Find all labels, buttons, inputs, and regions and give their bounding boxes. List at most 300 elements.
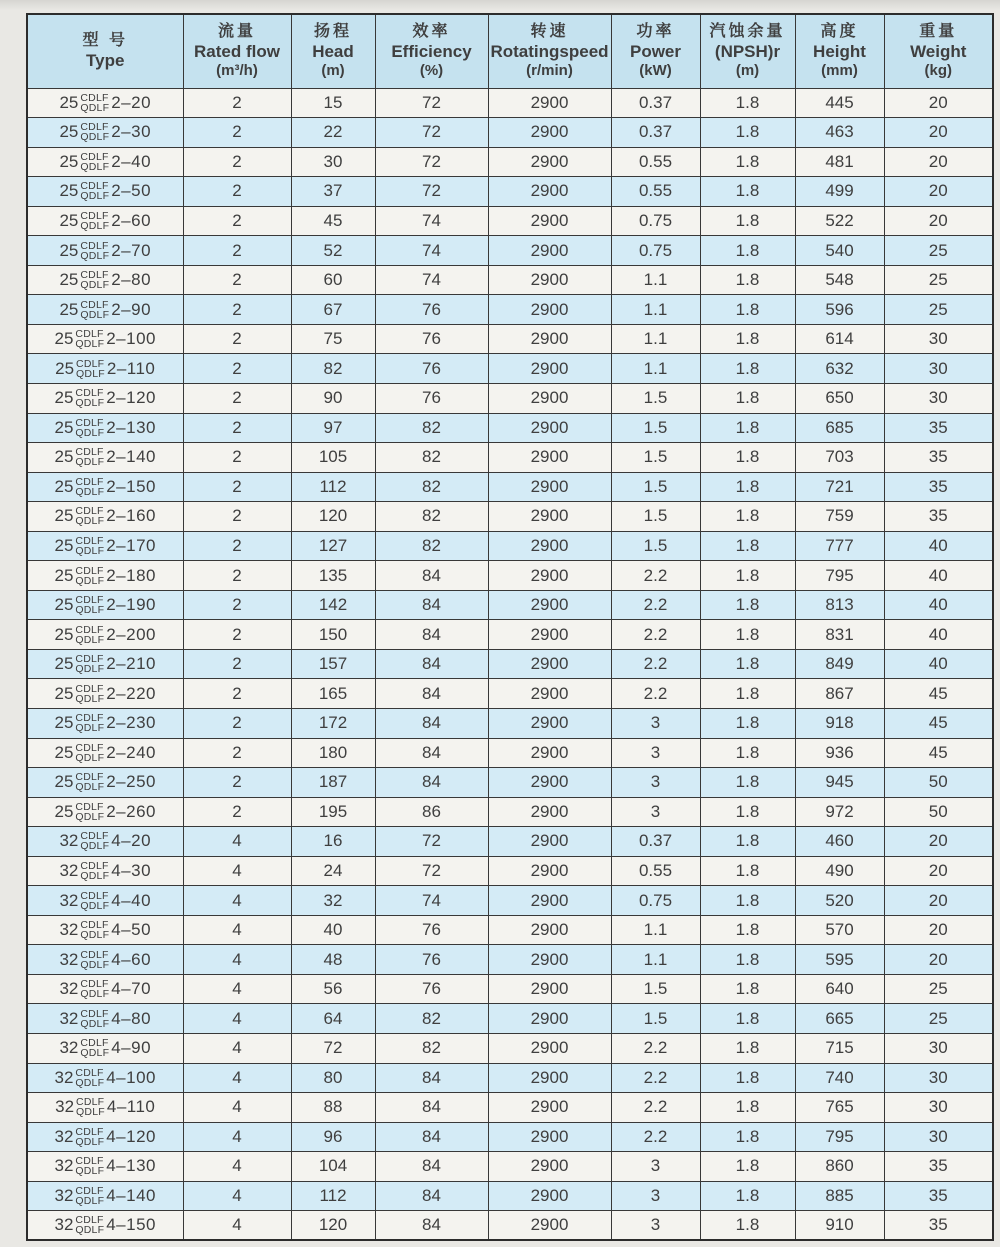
power-cell: 2.2 xyxy=(611,1122,700,1152)
column-header xyxy=(611,14,700,88)
pump-model: 2–150 xyxy=(106,476,156,496)
pump-brand-stack xyxy=(80,920,109,940)
height-cell: 740 xyxy=(795,1063,884,1093)
pump-type xyxy=(28,920,183,940)
npsh-cell: 1.8 xyxy=(700,915,795,945)
speed-cell: 2900 xyxy=(488,295,611,325)
pump-type-cell xyxy=(27,797,183,827)
pump-size: 25 xyxy=(59,151,79,171)
weight-cell: 35 xyxy=(884,472,993,502)
column-header-en: Head xyxy=(312,42,354,62)
head-cell: 112 xyxy=(291,472,375,502)
power-cell: 0.75 xyxy=(611,236,700,266)
rated-flow-cell: 2 xyxy=(183,177,291,207)
pump-type xyxy=(28,654,183,674)
speed-cell: 2900 xyxy=(488,265,611,295)
weight-cell: 25 xyxy=(884,236,993,266)
weight-cell: 25 xyxy=(884,1004,993,1034)
head-cell: 16 xyxy=(291,827,375,857)
rated-flow-cell: 2 xyxy=(183,679,291,709)
npsh-cell: 1.8 xyxy=(700,590,795,620)
pump-brand-stack xyxy=(75,388,104,408)
head-cell: 72 xyxy=(291,1034,375,1064)
table-row xyxy=(27,856,993,886)
pump-brand-stack xyxy=(75,1068,104,1088)
npsh-cell: 1.8 xyxy=(700,531,795,561)
pump-brand-qdlf: QDLF xyxy=(80,988,110,1001)
pump-brand-qdlf: QDLF xyxy=(75,722,105,735)
pump-size: 25 xyxy=(59,240,79,260)
speed-cell: 2900 xyxy=(488,708,611,738)
pump-size: 25 xyxy=(54,388,74,408)
rated-flow-cell: 4 xyxy=(183,886,291,916)
weight-cell: 30 xyxy=(884,354,993,384)
pump-brand-stack xyxy=(80,300,109,320)
rated-flow-cell: 2 xyxy=(183,797,291,827)
weight-cell: 25 xyxy=(884,295,993,325)
table-row xyxy=(27,177,993,207)
column-header-unit: (r/min) xyxy=(526,62,573,80)
pump-type xyxy=(28,1038,183,1058)
pump-brand-stack xyxy=(80,241,109,261)
power-cell: 3 xyxy=(611,1181,700,1211)
pump-brand-stack xyxy=(75,743,104,763)
head-cell: 112 xyxy=(291,1181,375,1211)
power-cell: 3 xyxy=(611,797,700,827)
pump-type-cell xyxy=(27,472,183,502)
power-cell: 2.2 xyxy=(611,1093,700,1123)
pump-model: 2–130 xyxy=(106,417,156,437)
pump-brand-qdlf: QDLF xyxy=(75,338,105,351)
table-row xyxy=(27,1181,993,1211)
column-header-en: Type xyxy=(86,51,125,71)
speed-cell: 2900 xyxy=(488,1122,611,1152)
column-header-unit: (m³/h) xyxy=(216,62,258,80)
pump-size: 25 xyxy=(54,595,74,615)
height-cell: 936 xyxy=(795,738,884,768)
speed-cell: 2900 xyxy=(488,236,611,266)
table-row xyxy=(27,443,993,473)
table-row xyxy=(27,649,993,679)
head-cell: 120 xyxy=(291,502,375,532)
weight-cell: 20 xyxy=(884,88,993,118)
head-cell: 40 xyxy=(291,915,375,945)
height-cell: 765 xyxy=(795,1093,884,1123)
head-cell: 30 xyxy=(291,147,375,177)
height-cell: 596 xyxy=(795,295,884,325)
pump-model: 2–190 xyxy=(106,595,156,615)
npsh-cell: 1.8 xyxy=(700,502,795,532)
speed-cell: 2900 xyxy=(488,974,611,1004)
pump-brand-qdlf: QDLF xyxy=(75,1135,105,1148)
power-cell: 0.55 xyxy=(611,147,700,177)
speed-cell: 2900 xyxy=(488,354,611,384)
pump-size: 25 xyxy=(59,299,79,319)
efficiency-cell: 84 xyxy=(375,1211,488,1241)
column-header-zh: 汽蚀余量 xyxy=(709,23,786,41)
speed-cell: 2900 xyxy=(488,206,611,236)
pump-size: 32 xyxy=(54,1067,74,1087)
height-cell: 463 xyxy=(795,118,884,148)
pump-brand-cdlf: CDLF xyxy=(75,534,104,547)
pump-size: 25 xyxy=(59,270,79,290)
power-cell: 2.2 xyxy=(611,561,700,591)
table-row xyxy=(27,236,993,266)
efficiency-cell: 72 xyxy=(375,88,488,118)
weight-cell: 30 xyxy=(884,324,993,354)
table-row xyxy=(27,886,993,916)
speed-cell: 2900 xyxy=(488,886,611,916)
pump-type xyxy=(28,979,183,999)
table-row xyxy=(27,679,993,709)
pump-brand-stack xyxy=(75,447,104,467)
efficiency-cell: 84 xyxy=(375,768,488,798)
npsh-cell: 1.8 xyxy=(700,118,795,148)
efficiency-cell: 84 xyxy=(375,1063,488,1093)
pump-brand-cdlf: CDLF xyxy=(80,91,109,104)
pump-type xyxy=(28,861,183,881)
power-cell: 3 xyxy=(611,1211,700,1241)
height-cell: 499 xyxy=(795,177,884,207)
pump-type-cell xyxy=(27,1181,183,1211)
weight-cell: 30 xyxy=(884,383,993,413)
pump-size: 25 xyxy=(59,181,79,201)
npsh-cell: 1.8 xyxy=(700,295,795,325)
speed-cell: 2900 xyxy=(488,679,611,709)
table-row xyxy=(27,620,993,650)
height-cell: 715 xyxy=(795,1034,884,1064)
pump-brand-qdlf: QDLF xyxy=(75,1224,105,1237)
pump-type-cell xyxy=(27,561,183,591)
head-cell: 22 xyxy=(291,118,375,148)
column-header-unit: (m) xyxy=(321,62,345,80)
pump-type xyxy=(28,506,183,526)
rated-flow-cell: 4 xyxy=(183,1093,291,1123)
pump-brand-qdlf: QDLF xyxy=(75,397,105,410)
pump-type-cell xyxy=(27,827,183,857)
pump-model: 4–120 xyxy=(106,1126,156,1146)
pump-type-cell xyxy=(27,738,183,768)
pump-brand-stack xyxy=(80,93,109,113)
npsh-cell: 1.8 xyxy=(700,177,795,207)
head-cell: 157 xyxy=(291,649,375,679)
weight-cell: 40 xyxy=(884,531,993,561)
pump-model: 4–110 xyxy=(106,1097,156,1117)
pump-type xyxy=(28,122,183,142)
efficiency-cell: 72 xyxy=(375,827,488,857)
weight-cell: 20 xyxy=(884,886,993,916)
pump-brand-stack xyxy=(80,891,109,911)
power-cell: 2.2 xyxy=(611,1034,700,1064)
column-header-en: Power xyxy=(629,42,682,62)
pump-brand-qdlf: QDLF xyxy=(75,1076,105,1089)
pump-model: 2–90 xyxy=(111,299,152,319)
head-cell: 75 xyxy=(291,324,375,354)
rated-flow-cell: 4 xyxy=(183,1063,291,1093)
weight-cell: 30 xyxy=(884,1093,993,1123)
pump-type xyxy=(28,950,183,970)
weight-cell: 40 xyxy=(884,561,993,591)
height-cell: 849 xyxy=(795,649,884,679)
npsh-cell: 1.8 xyxy=(700,206,795,236)
pump-type-cell xyxy=(27,236,183,266)
rated-flow-cell: 2 xyxy=(183,236,291,266)
pump-brand-qdlf: QDLF xyxy=(75,751,105,764)
table-row xyxy=(27,708,993,738)
head-cell: 60 xyxy=(291,265,375,295)
speed-cell: 2900 xyxy=(488,797,611,827)
pump-size: 25 xyxy=(54,772,74,792)
pump-brand-qdlf: QDLF xyxy=(75,692,105,705)
npsh-cell: 1.8 xyxy=(700,827,795,857)
height-cell: 795 xyxy=(795,561,884,591)
rated-flow-cell: 2 xyxy=(183,383,291,413)
head-cell: 120 xyxy=(291,1211,375,1241)
pump-type xyxy=(28,1009,183,1029)
speed-cell: 2900 xyxy=(488,1211,611,1241)
efficiency-cell: 82 xyxy=(375,1034,488,1064)
rated-flow-cell: 4 xyxy=(183,1152,291,1182)
pump-brand-stack xyxy=(80,1038,109,1058)
pump-brand-cdlf: CDLF xyxy=(80,269,109,282)
pump-type xyxy=(28,1127,183,1147)
speed-cell: 2900 xyxy=(488,383,611,413)
pump-type xyxy=(28,684,183,704)
power-cell: 1.1 xyxy=(611,295,700,325)
pump-type-cell xyxy=(27,945,183,975)
rated-flow-cell: 2 xyxy=(183,561,291,591)
pump-model: 4–90 xyxy=(111,1038,152,1058)
pump-brand-stack xyxy=(75,654,104,674)
pump-size: 25 xyxy=(54,565,74,585)
npsh-cell: 1.8 xyxy=(700,856,795,886)
pump-model: 2–80 xyxy=(111,270,152,290)
head-cell: 24 xyxy=(291,856,375,886)
pump-model: 2–210 xyxy=(106,654,156,674)
weight-cell: 40 xyxy=(884,620,993,650)
npsh-cell: 1.8 xyxy=(700,383,795,413)
height-cell: 945 xyxy=(795,768,884,798)
table-row xyxy=(27,324,993,354)
speed-cell: 2900 xyxy=(488,561,611,591)
pump-model: 2–220 xyxy=(106,683,156,703)
head-cell: 150 xyxy=(291,620,375,650)
weight-cell: 45 xyxy=(884,679,993,709)
pump-model: 2–250 xyxy=(106,772,156,792)
rated-flow-cell: 2 xyxy=(183,295,291,325)
table-row xyxy=(27,1093,993,1123)
pump-type-cell xyxy=(27,1122,183,1152)
pump-brand-stack xyxy=(80,122,109,142)
efficiency-cell: 76 xyxy=(375,354,488,384)
efficiency-cell: 84 xyxy=(375,738,488,768)
pump-brand-qdlf: QDLF xyxy=(75,544,105,557)
table-row xyxy=(27,383,993,413)
speed-cell: 2900 xyxy=(488,827,611,857)
efficiency-cell: 82 xyxy=(375,531,488,561)
pump-brand-cdlf: CDLF xyxy=(75,1185,104,1197)
pump-brand-qdlf: QDLF xyxy=(75,781,105,794)
pump-type-cell xyxy=(27,679,183,709)
head-cell: 37 xyxy=(291,177,375,207)
npsh-cell: 1.8 xyxy=(700,354,795,384)
pump-size: 32 xyxy=(59,831,79,851)
pump-type-cell xyxy=(27,177,183,207)
pump-brand-stack xyxy=(75,684,104,704)
pump-brand-stack xyxy=(75,772,104,792)
pump-brand-qdlf: QDLF xyxy=(80,869,110,882)
pump-type xyxy=(28,802,183,822)
pump-type xyxy=(28,1215,183,1235)
pump-brand-qdlf: QDLF xyxy=(80,929,110,942)
pump-size: 25 xyxy=(59,122,79,142)
pump-type-cell xyxy=(27,413,183,443)
pump-type xyxy=(28,359,183,379)
efficiency-cell: 72 xyxy=(375,856,488,886)
table-body xyxy=(27,88,993,1240)
pump-model: 4–40 xyxy=(111,890,152,910)
speed-cell: 2900 xyxy=(488,768,611,798)
pump-brand-qdlf: QDLF xyxy=(80,958,110,971)
pump-brand-cdlf: CDLF xyxy=(80,1037,109,1050)
pump-brand-cdlf: CDLF xyxy=(75,594,104,607)
speed-cell: 2900 xyxy=(488,177,611,207)
power-cell: 1.5 xyxy=(611,1004,700,1034)
pump-brand-stack xyxy=(75,1127,104,1147)
height-cell: 522 xyxy=(795,206,884,236)
pump-size: 32 xyxy=(59,890,79,910)
pump-type xyxy=(28,300,183,320)
pump-brand-stack xyxy=(75,477,104,497)
npsh-cell: 1.8 xyxy=(700,708,795,738)
power-cell: 3 xyxy=(611,1152,700,1182)
power-cell: 1.1 xyxy=(611,265,700,295)
pump-model: 4–20 xyxy=(111,831,152,851)
pump-type xyxy=(28,891,183,911)
efficiency-cell: 72 xyxy=(375,147,488,177)
head-cell: 90 xyxy=(291,383,375,413)
power-cell: 0.37 xyxy=(611,88,700,118)
rated-flow-cell: 2 xyxy=(183,590,291,620)
pump-type-cell xyxy=(27,88,183,118)
head-cell: 80 xyxy=(291,1063,375,1093)
rated-flow-cell: 2 xyxy=(183,472,291,502)
npsh-cell: 1.8 xyxy=(700,1181,795,1211)
pump-brand-cdlf: CDLF xyxy=(80,978,109,991)
head-cell: 67 xyxy=(291,295,375,325)
height-cell: 520 xyxy=(795,886,884,916)
speed-cell: 2900 xyxy=(488,531,611,561)
efficiency-cell: 76 xyxy=(375,295,488,325)
pump-model: 2–230 xyxy=(106,713,156,733)
weight-cell: 45 xyxy=(884,708,993,738)
power-cell: 1.5 xyxy=(611,502,700,532)
pump-model: 2–110 xyxy=(106,358,156,378)
height-cell: 795 xyxy=(795,1122,884,1152)
pump-brand-qdlf: QDLF xyxy=(80,1017,110,1030)
pump-model: 4–130 xyxy=(106,1156,156,1176)
pump-brand-cdlf: CDLF xyxy=(75,800,104,813)
column-header-unit: (m) xyxy=(735,62,760,80)
power-cell: 1.5 xyxy=(611,443,700,473)
pump-type-cell xyxy=(27,886,183,916)
pump-size: 25 xyxy=(55,358,75,378)
rated-flow-cell: 4 xyxy=(183,945,291,975)
pump-brand-cdlf: CDLF xyxy=(75,1155,104,1168)
head-cell: 45 xyxy=(291,206,375,236)
pump-brand-stack xyxy=(80,181,109,201)
weight-cell: 20 xyxy=(884,206,993,236)
pump-size: 25 xyxy=(59,92,79,112)
pump-brand-cdlf: CDLF xyxy=(75,328,104,341)
pump-type xyxy=(28,1068,183,1088)
pump-size: 25 xyxy=(54,624,74,644)
table-row xyxy=(27,768,993,798)
weight-cell: 35 xyxy=(884,413,993,443)
pump-brand-cdlf: CDLF xyxy=(75,505,104,518)
head-cell: 135 xyxy=(291,561,375,591)
speed-cell: 2900 xyxy=(488,443,611,473)
table-row xyxy=(27,1211,993,1241)
pump-brand-cdlf: CDLF xyxy=(75,1214,104,1227)
pump-type xyxy=(28,418,183,438)
rated-flow-cell: 2 xyxy=(183,738,291,768)
table-row xyxy=(27,531,993,561)
height-cell: 481 xyxy=(795,147,884,177)
rated-flow-cell: 4 xyxy=(183,915,291,945)
pump-brand-stack xyxy=(80,950,109,970)
efficiency-cell: 84 xyxy=(375,649,488,679)
pump-type xyxy=(28,447,183,467)
power-cell: 1.1 xyxy=(611,354,700,384)
rated-flow-cell: 2 xyxy=(183,620,291,650)
rated-flow-cell: 2 xyxy=(183,708,291,738)
pump-model: 2–160 xyxy=(106,506,156,526)
pump-brand-stack xyxy=(80,831,109,851)
pump-brand-qdlf: QDLF xyxy=(75,574,105,587)
efficiency-cell: 76 xyxy=(375,383,488,413)
speed-cell: 2900 xyxy=(488,1093,611,1123)
speed-cell: 2900 xyxy=(488,502,611,532)
pump-brand-cdlf: CDLF xyxy=(76,1096,105,1109)
speed-cell: 2900 xyxy=(488,945,611,975)
pump-type xyxy=(28,566,183,586)
height-cell: 570 xyxy=(795,915,884,945)
npsh-cell: 1.8 xyxy=(700,945,795,975)
npsh-cell: 1.8 xyxy=(700,1034,795,1064)
pump-brand-cdlf: CDLF xyxy=(80,830,109,843)
speed-cell: 2900 xyxy=(488,324,611,354)
column-header xyxy=(700,14,795,88)
efficiency-cell: 76 xyxy=(375,945,488,975)
power-cell: 0.75 xyxy=(611,886,700,916)
pump-model: 2–60 xyxy=(111,210,152,230)
power-cell: 1.1 xyxy=(611,945,700,975)
speed-cell: 2900 xyxy=(488,1034,611,1064)
pump-brand-cdlf: CDLF xyxy=(75,623,104,636)
pump-brand-cdlf: CDLF xyxy=(80,209,109,222)
power-cell: 2.2 xyxy=(611,679,700,709)
head-cell: 15 xyxy=(291,88,375,118)
table-row xyxy=(27,561,993,591)
rated-flow-cell: 2 xyxy=(183,354,291,384)
efficiency-cell: 82 xyxy=(375,502,488,532)
pump-type xyxy=(28,1156,183,1176)
speed-cell: 2900 xyxy=(488,1152,611,1182)
pump-model: 2–70 xyxy=(111,240,152,260)
efficiency-cell: 76 xyxy=(375,915,488,945)
head-cell: 104 xyxy=(291,1152,375,1182)
